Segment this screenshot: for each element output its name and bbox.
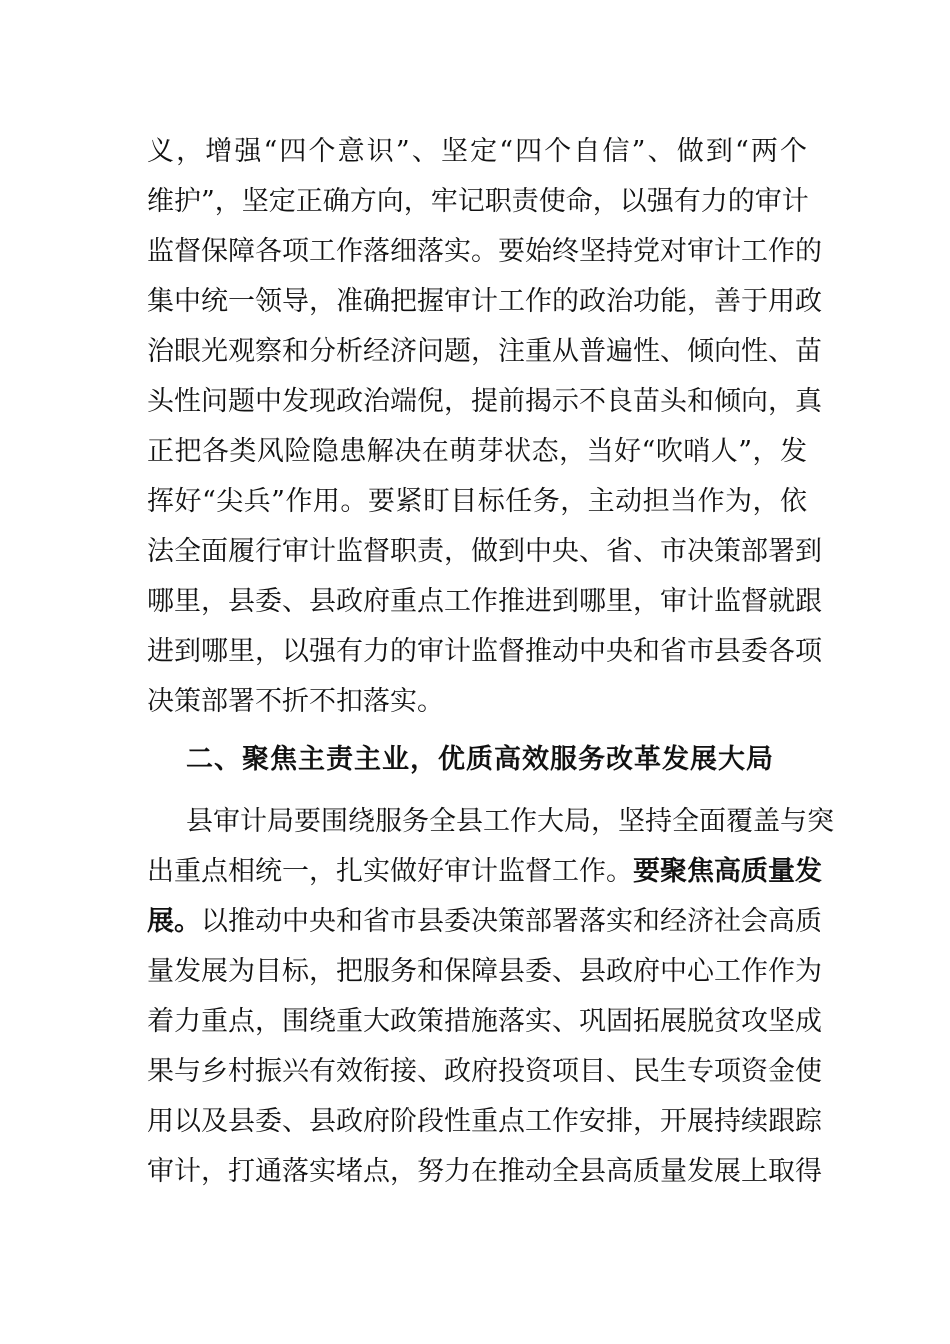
paragraph-line: 量发展为目标，把服务和保障县委、县政府中心工作作为 <box>147 956 822 987</box>
normal-text: 出重点相统一，扎实做好审计监督工作。 <box>147 856 633 887</box>
paragraph-line: 法全面履行审计监督职责，做到中央、省、市决策部署到 <box>147 536 822 567</box>
paragraph-line: 用以及县委、县政府阶段性重点工作安排，开展持续跟踪 <box>147 1106 822 1137</box>
paragraph-line: 果与乡村振兴有效衔接、政府投资项目、民生专项资金使 <box>147 1056 822 1087</box>
paragraph-line: 着力重点，围绕重大政策措施落实、巩固拓展脱贫攻坚成 <box>147 1006 822 1037</box>
paragraph-line: 头性问题中发现政治端倪，提前揭示不良苗头和倾向，真 <box>147 386 822 417</box>
paragraph-line: 审计，打通落实堵点，努力在推动全县高质量发展上取得 <box>147 1156 822 1187</box>
paragraph-line: 进到哪里，以强有力的审计监督推动中央和省市县委各项 <box>147 636 822 667</box>
paragraph-line: 监督保障各项工作落细落实。要始终坚持党对审计工作的 <box>147 236 822 267</box>
section-heading: 二、聚焦主责主业，优质高效服务改革发展大局 <box>186 744 774 775</box>
bold-emphasis-text: 要聚焦高质量发 <box>633 856 822 887</box>
paragraph-line-mixed <box>147 854 822 890</box>
paragraph-line: 治眼光观察和分析经济问题，注重从普遍性、倾向性、苗 <box>147 336 822 367</box>
paragraph-line: 哪里，县委、县政府重点工作推进到哪里，审计监督就跟 <box>147 586 822 617</box>
paragraph-line: 维护”，坚定正确方向，牢记职责使命，以强有力的审计 <box>147 186 809 217</box>
normal-text: 以推动中央和省市县委决策部署落实和经济社会高质 <box>201 906 822 937</box>
paragraph-line: 挥好“尖兵”作用。要紧盯目标任务，主动担当作为，依 <box>147 486 807 517</box>
bold-emphasis-text: 展。 <box>147 906 201 937</box>
paragraph-line: 集中统一领导，准确把握审计工作的政治功能，善于用政 <box>147 286 822 317</box>
paragraph-line: 决策部署不折不扣落实。 <box>147 686 444 717</box>
paragraph-line: 义，增强“四个意识”、坚定“四个自信”、做到“两个 <box>147 136 807 167</box>
paragraph-line: 县审计局要围绕服务全县工作大局，坚持全面覆盖与突 <box>186 806 834 837</box>
paragraph-line: 正把各类风险隐患解决在萌芽状态，当好“吹哨人”，发 <box>147 436 807 467</box>
paragraph-line-mixed <box>147 904 822 940</box>
